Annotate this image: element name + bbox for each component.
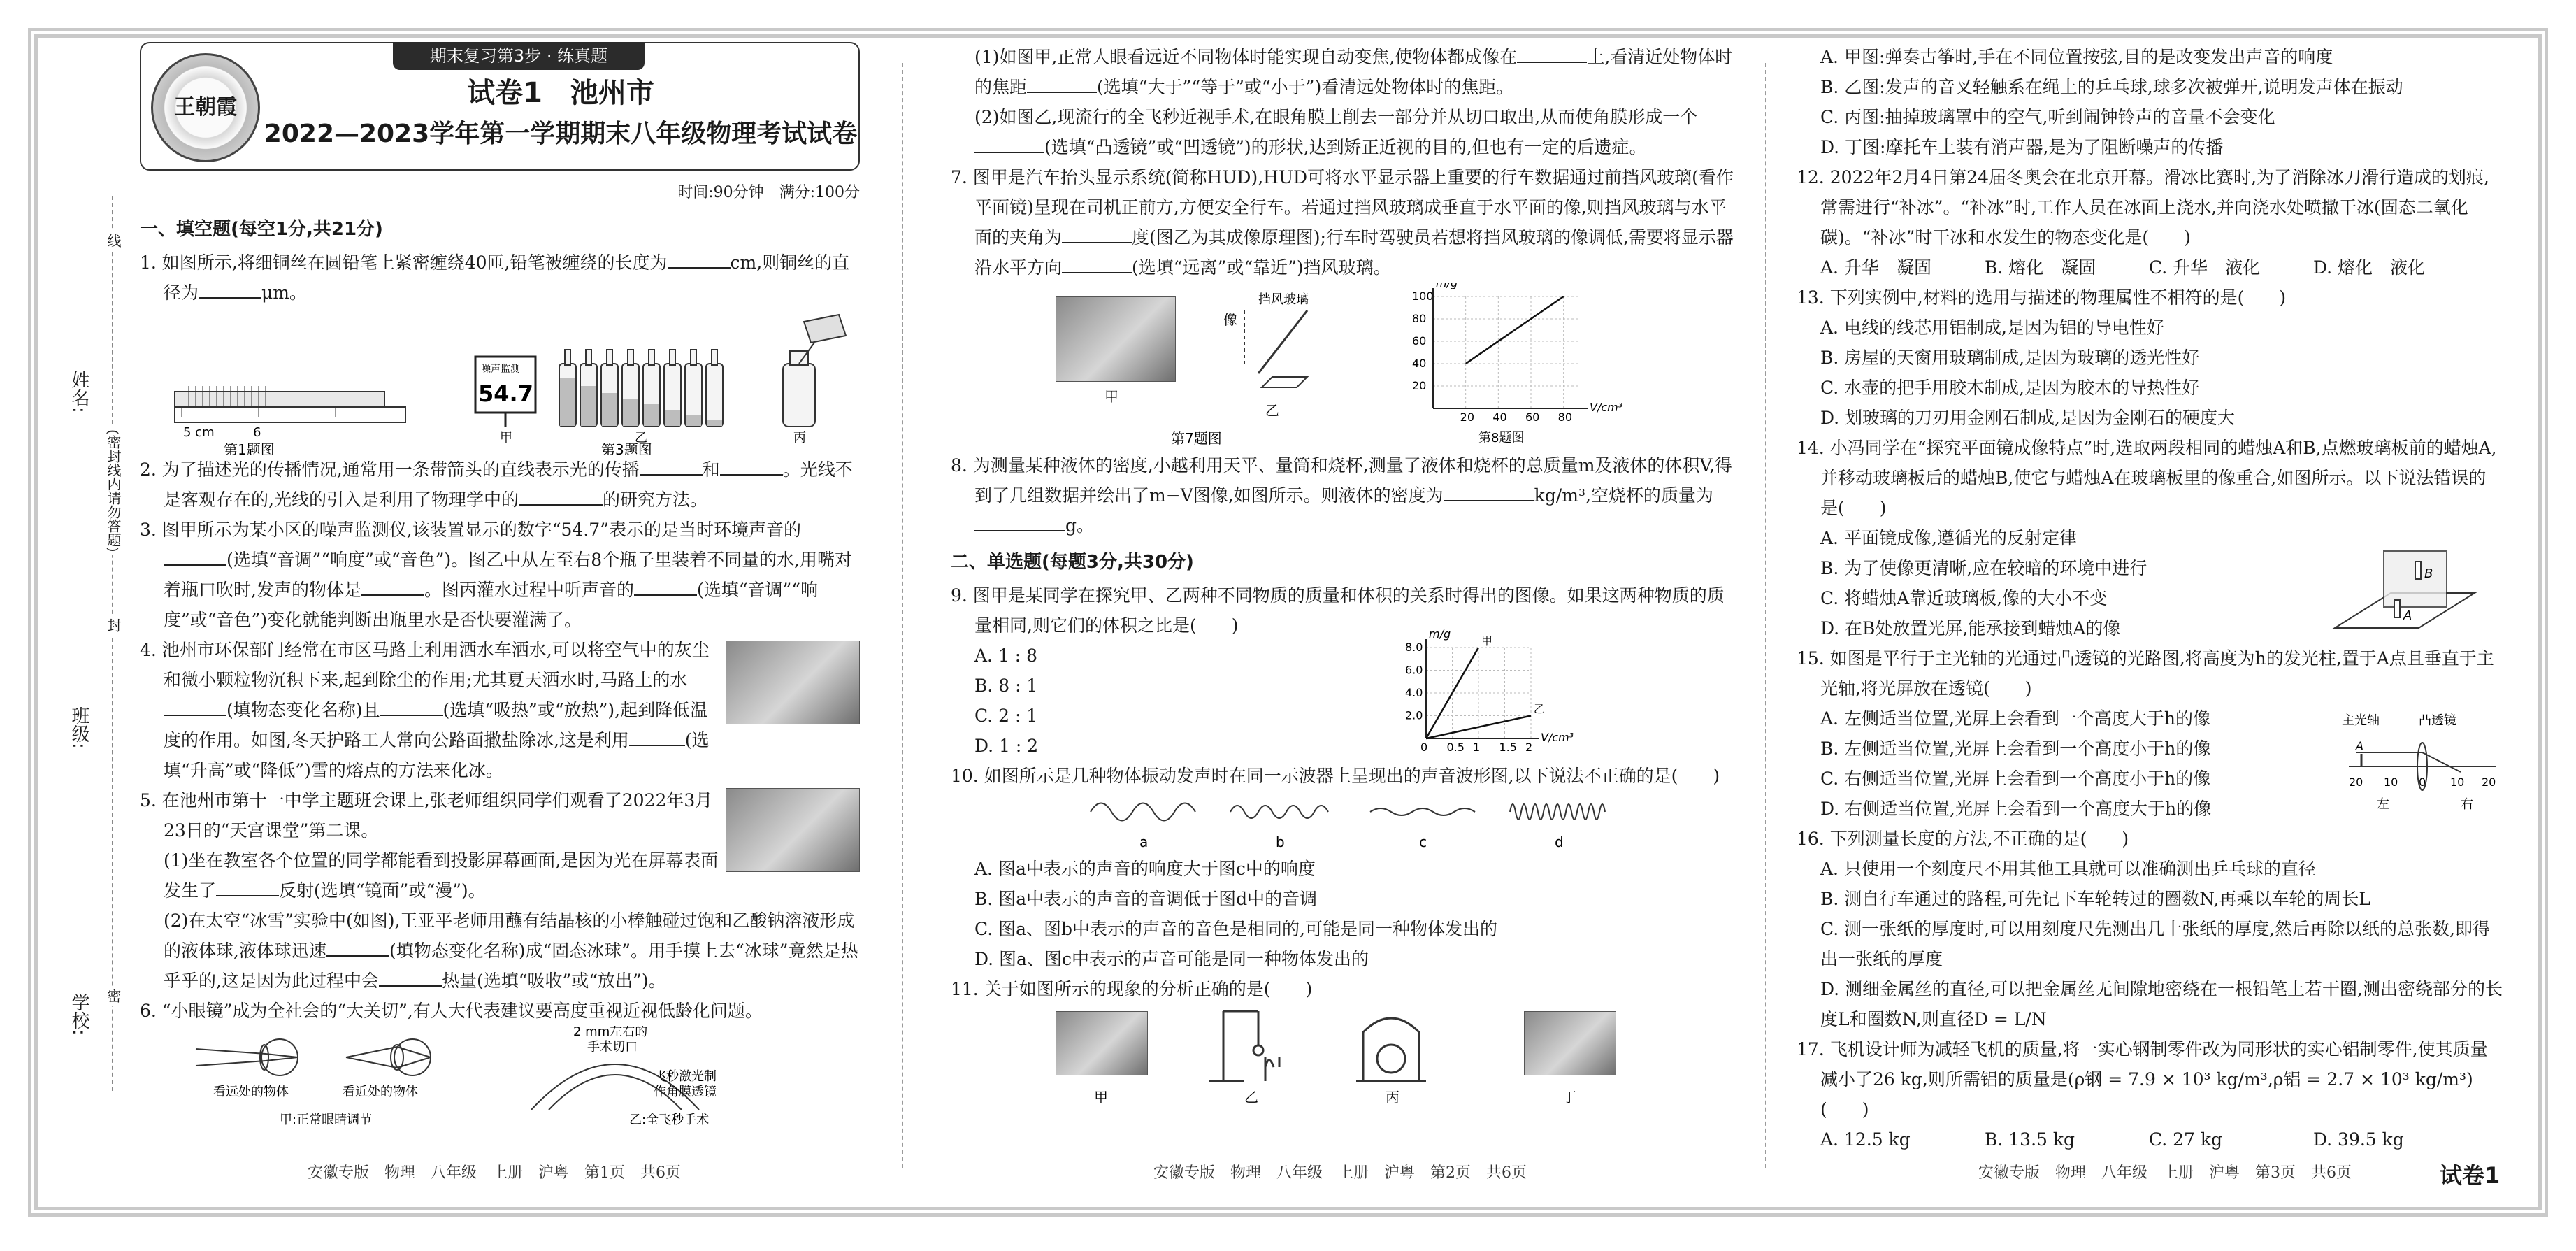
option[interactable]: A. 电线的线芯用铝制成,是因为铝的导电性好 <box>1820 317 2164 338</box>
question-5-part-2: (2)在太空“冰雪”实验中(如图),王亚平老师用蘸有结晶核的小棒触碰过饱和乙酸钠溶液形成的液体球,液体球迅速 (填物态变化名称)成“固态冰球”。用手摸上去“冰球”竟然是热乎乎的,这是因为此过程中会 热量(选填“吸收”或“放出”)。 <box>164 910 858 991</box>
answer-blank[interactable] <box>379 967 442 987</box>
fig3-yi: 乙 <box>635 431 647 445</box>
question-15: 15. 如图是平行于主光轴的光通过凸透镜的光路图,将高度为h的发光柱,置于A点且垂直于主光轴,将光屏放在透镜( ) <box>1797 648 2494 699</box>
question-12-options <box>1797 252 2503 283</box>
question-1: 1. 如图所示,将细铜丝在圆铅笔上紧密缠绕40匝,铅笔被缠绕的长度为 cm,则铜丝的直径为 μm。 <box>140 248 860 308</box>
seal-note: (密封线内请勿答题) <box>103 427 124 555</box>
fig15-point-a: A <box>2356 739 2363 752</box>
option[interactable]: A. 左侧适当位置,光屏上会看到一个高度大于h的像 <box>1820 708 2210 729</box>
y-axis-label: m/g <box>1429 627 1451 641</box>
fig11-bing: 丙 <box>1386 1089 1399 1106</box>
option[interactable]: C. 丙图:抽掉玻璃罩中的空气,听到闹钟铃声的音量不会变化 <box>1820 107 2275 127</box>
option[interactable]: B. 房屋的天窗用玻璃制成,是因为玻璃的透光性好 <box>1820 348 2200 368</box>
page-footer: 安徽专版 物理 八年级 上册 沪粤 第1页 共6页 <box>308 1164 681 1182</box>
answer-blank[interactable] <box>361 576 424 596</box>
seal-line <box>112 196 113 1091</box>
x-tick-label: 0.5 <box>1446 741 1465 754</box>
question-7: 7. 图甲是汽车抬头显示系统(简称HUD),HUD可将水平显示器上重要的行车数据通过前挡风玻璃(看作平面镜)呈现在司机正前方,方便安全行车。若通过挡风玻璃成垂直于水平面的像,则挡风玻璃与水平面的夹角为 度(图乙为其成像原理图);行车时驾驶员若想将挡风玻璃的像调低,需要将显示器沿水平方向 (选填“远离”或“靠近”)挡风玻璃。 <box>951 167 1734 278</box>
question-9-options <box>951 627 1741 761</box>
option[interactable]: A. 1 : 8 <box>974 645 1038 666</box>
answer-blank[interactable] <box>164 696 226 716</box>
figure-9-drawing <box>1384 627 1594 766</box>
question-3: 3. 图甲所示为某小区的噪声监测仪,该装置显示的数字“54.7”表示的是当时环境声音的(选填“音调”“响度”或“音色”)。图乙中从左至右8个瓶子里装着不同量的水,用嘴对着瓶口吹时,发声的物体是 。图丙灌水过程中听声音的 (选填“音调”“响度”或“音色”)变化就能判断出瓶里水是否快要灌满了。 <box>140 520 853 630</box>
option[interactable]: B. 图a中表示的声音的音调低于图d中的音调 <box>974 889 1318 909</box>
exam-tag: 试卷1 <box>2440 1162 2501 1189</box>
fig15-lens-label: 凸透镜 <box>2419 713 2456 728</box>
option[interactable]: D. 右侧适当位置,光屏上会看到一个高度大于h的像 <box>1820 799 2212 819</box>
answer-blank[interactable] <box>1444 482 1534 501</box>
candle-a-label: A <box>2403 608 2412 623</box>
figure-1-3-drawing <box>140 308 860 455</box>
option[interactable]: C. 2 : 1 <box>974 706 1038 726</box>
question-16: 16. 下列测量长度的方法,不正确的是( ) <box>1797 829 2129 849</box>
class-label: 班级: <box>69 706 89 749</box>
fig7-image-label: 像 <box>1223 311 1237 328</box>
answer-blank[interactable] <box>634 576 697 596</box>
x-tick-label: 0 <box>1420 741 1428 754</box>
option[interactable]: C. 27 kg <box>2149 1129 2223 1150</box>
fig6-laser-label-2: 作角膜透镜 <box>654 1085 717 1099</box>
option[interactable]: A. 升华 凝固 <box>1820 257 1931 278</box>
exam-title: 试卷1 池州市 <box>467 77 654 109</box>
wave-label-d: d <box>1555 834 1564 850</box>
question-4: 4. 池州市环保部门经常在市区马路上利用洒水车洒水,可以将空气中的灰尘和微小颗粒物沉积下来,起到除尘的作用;尤其夏天洒水时,马路上的水(填物态变化名称)且 (选填“吸热”或“放热”),起到降低温度的作用。如图,冬天护路工人常向公路面撒盐除冰,这是利用 (选填“升高”或“降低”)雪的熔点的方法来化冰。 <box>140 640 710 780</box>
exam-meta: 时间:90分钟 满分:100分 <box>677 184 860 201</box>
question-9: 9. 图甲是某同学在探究甲、乙两种不同物质的质量和体积的关系时得出的图像。如果这两种物质的质量相同,则它们的体积之比是( ) <box>951 585 1725 636</box>
ruler-label-5: 5 cm <box>183 425 215 440</box>
figure-7-8 <box>951 283 1741 450</box>
fig6-near-label: 看近处的物体 <box>343 1085 418 1099</box>
column-divider <box>1765 63 1766 1168</box>
option[interactable]: B. 为了使像更清晰,应在较暗的环境中进行 <box>1820 558 2147 578</box>
question-5: 5. 在池州市第十一中学主题班会课上,张老师组织同学们观看了2022年3月23日的“天宫课堂”第二课。 <box>140 790 713 841</box>
x-axis-label: V/cm³ <box>1541 731 1574 744</box>
figure-10-drawing <box>951 791 1741 854</box>
review-banner: 期末复习第3步 · 练真题 <box>393 42 645 70</box>
brand-logo: 王朝霞 <box>151 53 260 162</box>
option[interactable]: B. 13.5 kg <box>1985 1129 2075 1150</box>
seal-tag-seal: 封 <box>103 615 124 635</box>
seal-tag-secret: 密 <box>103 986 124 1006</box>
y-tick-label: 80 <box>1412 312 1427 325</box>
option[interactable]: C. 水壶的把手用胶木制成,是因为胶木的导热性好 <box>1820 378 2200 398</box>
wave-label-a: a <box>1139 834 1149 850</box>
answer-blank[interactable] <box>1062 254 1132 273</box>
fig6-laser-label-1: 飞秒激光制 <box>654 1069 717 1084</box>
answer-blank[interactable] <box>640 456 703 476</box>
question-6-part-2: (2)如图乙,现流行的全飞秒近视手术,在眼角膜上削去一部分并从切口取出,从而使角膜形成一个(选填“凸透镜”或“凹透镜”)的形状,达到矫正近视的目的,但也有一定的后遗症。 <box>974 107 1698 157</box>
series-line <box>1466 296 1564 364</box>
option[interactable]: C. 将蜡烛A靠近玻璃板,像的大小不变 <box>1820 588 2108 608</box>
y-tick-label: 20 <box>1412 379 1427 392</box>
question-12: 12. 2022年2月4日第24届冬奥会在北京开幕。滑冰比赛时,为了消除冰刀滑行造成的划痕,常需进行“补冰”。“补冰”时,工作人员在冰面上浇水,并向浇水处喷撒干冰(固态二氧化碳)。“补冰”时干冰和水发生的物态变化是( ) <box>1797 167 2489 248</box>
answer-blank[interactable] <box>216 877 279 896</box>
answer-blank[interactable] <box>1027 73 1097 93</box>
x-tick-label: 1 <box>1473 741 1481 754</box>
answer-blank[interactable] <box>974 134 1044 153</box>
name-label: 姓名: <box>69 371 89 413</box>
salt-road-photo <box>726 641 860 724</box>
page-footer: 安徽专版 物理 八年级 上册 沪粤 第3页 共6页 <box>1978 1164 2352 1182</box>
question-4-block <box>140 635 860 785</box>
option[interactable]: D. 1 : 2 <box>974 736 1039 756</box>
question-17: 17. 飞机设计师为减轻飞机的质量,将一实心钢制零件改为同形状的实心铝制零件,使其质量减小了26 kg,则所需铝的质量是(ρ钢 = 7.9 × 10³ kg/m³,ρ铝 = 2.7 × 10³ kg/m³)( ) <box>1797 1039 2488 1120</box>
option[interactable]: D. 39.5 kg <box>2313 1129 2404 1150</box>
question-10: 10. 如图所示是几种物体振动发声时在同一示波器上呈现出的声音波形图,以下说法不正确的是( ) <box>951 766 1720 786</box>
section-heading: 二、单选题(每题3分,共30分) <box>951 552 1194 573</box>
answer-blank[interactable] <box>974 512 1065 531</box>
answer-blank[interactable] <box>629 727 685 746</box>
series-label: 乙 <box>1534 702 1546 716</box>
fig15-left-label: 左 <box>2377 797 2389 812</box>
x-tick-label: 1.5 <box>1499 741 1517 754</box>
column-3 <box>1797 42 2503 1155</box>
x-tick-label: 60 <box>1525 410 1540 424</box>
fig7-glass-label: 挡风玻璃 <box>1258 292 1309 307</box>
y-tick-label: 2.0 <box>1405 708 1423 722</box>
wave-label-c: c <box>1419 834 1427 850</box>
x-tick-label: 2 <box>1525 741 1533 754</box>
question-13: 13. 下列实例中,材料的选用与描述的物理属性不相符的是( ) <box>1797 287 2287 308</box>
exam-header <box>140 42 860 171</box>
figure-15-drawing <box>2335 703 2503 822</box>
fig11-yi: 乙 <box>1244 1089 1258 1106</box>
guzheng-photo <box>1056 1011 1148 1075</box>
option[interactable]: C. 右侧适当位置,光屏上会看到一个高度小于h的像 <box>1820 769 2211 789</box>
question-5-part-1: (1)坐在教室各个位置的同学都能看到投影屏幕画面,是因为光在屏幕表面发生了 反射(选填“镜面”或“漫”)。 <box>164 850 719 901</box>
fig6-caption-jia: 甲:正常眼睛调节 <box>280 1113 373 1127</box>
wave-label-b: b <box>1276 834 1285 850</box>
option[interactable]: D. 在B处放置光屏,能承接到蜡烛A的像 <box>1820 618 2121 638</box>
y-tick-label: 6.0 <box>1405 663 1423 677</box>
option[interactable]: D. 丁图:摩托车上装有消声器,是为了阻断噪声的传播 <box>1820 137 2224 157</box>
y-tick-label: 100 <box>1412 289 1434 303</box>
question-6: 6. “小眼镜”成为全社会的“大关切”,有人大代表建议要高度重视近视低龄化问题。 <box>140 1001 763 1021</box>
fig7-yi: 乙 <box>1265 402 1279 419</box>
fig15-axis-label: 主光轴 <box>2342 713 2380 728</box>
option[interactable]: B. 8 : 1 <box>974 675 1038 696</box>
figure-10 <box>951 791 1741 854</box>
figure-1-3 <box>140 308 860 455</box>
option[interactable]: A. 12.5 kg <box>1820 1129 1911 1150</box>
school-label: 学校: <box>69 993 89 1036</box>
option[interactable]: A. 图a中表示的声音的响度大于图c中的响度 <box>974 859 1316 879</box>
answer-blank[interactable] <box>199 279 261 299</box>
fig15-tick: 10 <box>2384 775 2398 789</box>
y-axis-label: m/g <box>1436 283 1458 289</box>
question-6-part-1: (1)如图甲,正常人眼看远近不同物体时能实现自动变焦,使物体都成像在 上,看清近处物体时的焦距 (选填“大于”“等于”或“小于”)看清远处物体时的焦距。 <box>951 42 1741 102</box>
x-axis-label: V/cm³ <box>1590 401 1623 414</box>
fig15-tick: 20 <box>2482 775 2496 789</box>
y-tick-label: 8.0 <box>1405 641 1423 654</box>
y-tick-label: 40 <box>1412 357 1427 370</box>
column-divider <box>902 63 903 1168</box>
answer-blank[interactable] <box>380 696 443 716</box>
column-2 <box>951 42 1741 1109</box>
answer-blank[interactable] <box>519 486 603 506</box>
section-heading: 一、填空题(每空1分,共21分) <box>140 219 383 240</box>
ruler-label-6: 6 <box>253 425 261 440</box>
fig11-jia: 甲 <box>1094 1089 1108 1106</box>
seal-tag-line: 线 <box>103 231 124 250</box>
figure-3-caption: 第3题图 <box>601 441 652 455</box>
fig15-tick: 20 <box>2349 775 2363 789</box>
fig6-caption-yi: 乙:全飞秒手术 <box>629 1113 710 1127</box>
option[interactable]: D. 熔化 液化 <box>2313 257 2426 278</box>
y-tick-label: 4.0 <box>1405 686 1423 699</box>
answer-blank[interactable] <box>1517 43 1587 63</box>
option[interactable]: C. 图a、图b中表示的声音的音色是相同的,可能是同一种物体发出的 <box>974 919 1497 939</box>
figure-14-drawing <box>2328 523 2482 642</box>
candle-b-label: B <box>2424 566 2433 581</box>
option[interactable]: D. 划玻璃的刀刃用金刚石制成,是因为金刚石的硬度大 <box>1820 408 2235 428</box>
option[interactable]: A. 甲图:弹奏古筝时,手在不同位置按弦,目的是改变发出声音的响度 <box>1820 47 2333 67</box>
fig6-cut-label-1: 2 mm左右的 <box>573 1026 648 1039</box>
question-5-block <box>140 785 860 996</box>
answer-blank[interactable] <box>668 249 731 269</box>
option[interactable]: D. 图a、图c中表示的声音可能是同一种物体发出的 <box>974 949 1369 969</box>
fig15-tick: 10 <box>2450 775 2465 789</box>
space-class-photo <box>726 788 860 872</box>
question-2: 2. 为了描述光的传播情况,通常用一条带箭头的直线表示光的传播 和 。光线不是客观存在的,光线的引入是利用了物理学中的 的研究方法。 <box>140 455 860 515</box>
answer-blank[interactable] <box>1062 224 1132 243</box>
question-17-options <box>1797 1124 2503 1155</box>
x-tick-label: 40 <box>1492 410 1507 424</box>
noise-monitor-value: 54.7 <box>478 380 533 407</box>
option[interactable]: D. 测细金属丝的直径,可以把金属丝无间隙地密绕在一根铅笔上若干圈,测出密绕部分的长度L和圈数N,则直径D = L/N <box>1820 979 2503 1029</box>
figure-6-drawing <box>140 1026 860 1131</box>
fig11-ding: 丁 <box>1562 1089 1576 1106</box>
column-1 <box>140 42 860 1131</box>
fig15-tick: 0 <box>2419 775 2426 789</box>
chart-9 <box>1405 627 1574 754</box>
x-tick-label: 80 <box>1557 410 1573 424</box>
figure-1-caption: 第1题图 <box>224 441 275 455</box>
fig3-jia: 甲 <box>500 431 512 445</box>
option[interactable]: B. 乙图:发声的音叉轻触系在绳上的乒乓球,球多次被弹开,说明发声体在振动 <box>1820 77 2403 97</box>
option[interactable]: B. 测自行车通过的路程,可先记下车轮转过的圈数N,再乘以车轮的周长L <box>1820 889 2371 909</box>
series-label: 甲 <box>1481 634 1493 648</box>
option[interactable]: A. 平面镜成像,遵循光的反射定律 <box>1820 528 2077 548</box>
question-14: 14. 小冯同学在“探究平面镜成像特点”时,选取两段相同的蜡烛A和B,点燃玻璃板前的蜡烛A,并移动玻璃板后的蜡烛B,使它与蜡烛A在玻璃板里的像重合,如图所示。以下说法错误的是( ) <box>1797 438 2497 518</box>
fig6-cut-label-2: 手术切口 <box>587 1040 638 1055</box>
page-footer: 安徽专版 物理 八年级 上册 沪粤 第2页 共6页 <box>1153 1164 1527 1182</box>
option[interactable]: C. 测一张纸的厚度时,可以用刻度尺先测出几十张纸的厚度,然后再除以纸的总张数,即得出一张纸的厚度 <box>1820 919 2490 969</box>
answer-blank[interactable] <box>720 456 783 476</box>
exam-subtitle: 2022—2023学年第一学期期末八年级物理考试试卷 <box>264 120 858 148</box>
fig15-right-label: 右 <box>2461 797 2473 812</box>
fig3-bing: 丙 <box>793 431 806 445</box>
fig6-far-label: 看远处的物体 <box>213 1085 289 1099</box>
noise-monitor-label: 噪声监测 <box>481 364 520 375</box>
fig7-jia: 甲 <box>1104 388 1118 405</box>
x-tick-label: 20 <box>1460 410 1475 424</box>
option[interactable]: B. 熔化 凝固 <box>1985 257 2096 278</box>
motorcycle-photo <box>1524 1011 1616 1075</box>
answer-blank[interactable] <box>164 546 226 566</box>
question-15-options <box>1797 703 2503 824</box>
chart-title: 第8题图 <box>1478 431 1525 445</box>
question-14-options <box>1797 523 2503 643</box>
hud-photo <box>1056 296 1176 382</box>
figure-11 <box>951 1004 1741 1109</box>
answer-blank[interactable] <box>326 937 389 957</box>
figure-7-caption: 第7题图 <box>1171 430 1222 447</box>
question-11: 11. 关于如图所示的现象的分析正确的是( ) <box>951 979 1313 999</box>
y-tick-label: 60 <box>1412 334 1427 348</box>
option[interactable]: C. 升华 液化 <box>2149 257 2261 278</box>
question-8: 8. 为测量某种液体的密度,小越利用天平、量筒和烧杯,测量了液体和烧杯的总质量m及液体的体积V,得到了几组数据并绘出了m−V图像,如图所示。则液体的密度为 kg/m³,空烧杯的质量为g。 <box>951 455 1733 536</box>
option[interactable]: A. 只使用一个刻度尺不用其他工具就可以准确测出乒乓球的直径 <box>1820 859 2316 879</box>
figure-6 <box>140 1026 860 1131</box>
chart-8 <box>1412 283 1622 445</box>
option[interactable]: B. 左侧适当位置,光屏上会看到一个高度小于h的像 <box>1820 738 2211 759</box>
